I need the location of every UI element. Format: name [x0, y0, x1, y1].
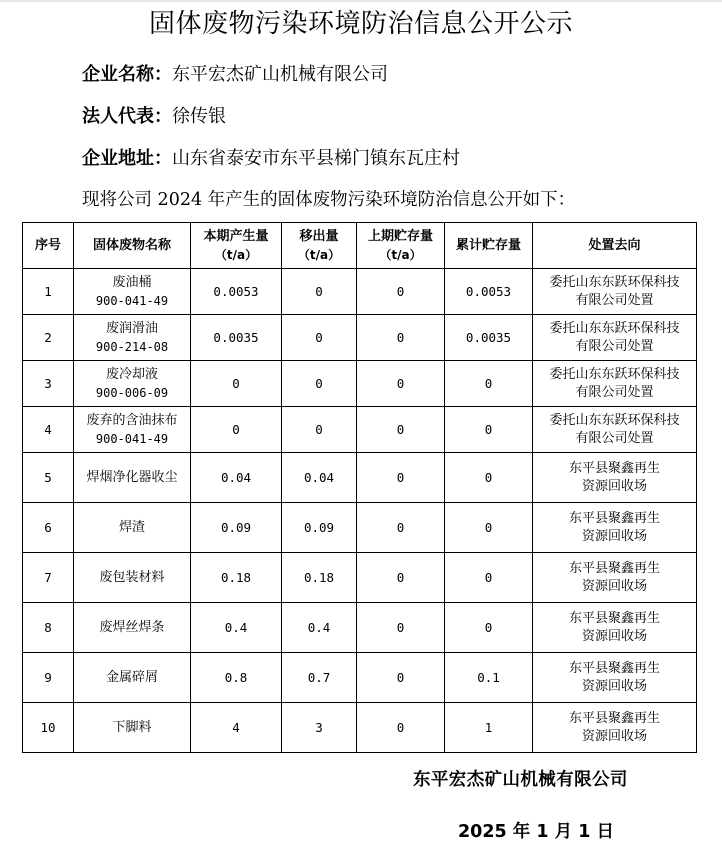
cell-waste-name: 废弃的含油抹布 900-041-49 — [74, 407, 191, 453]
cell-produced: 0 — [191, 361, 282, 407]
cell-moved: 0 — [282, 407, 357, 453]
cell-waste-name: 焊渣 — [74, 503, 191, 553]
cell-produced: 4 — [191, 703, 282, 753]
cell-prev-stored: 0 — [357, 361, 445, 407]
cell-waste-name: 金属碎屑 — [74, 653, 191, 703]
cell-moved: 0 — [282, 361, 357, 407]
cell-moved: 0.18 — [282, 553, 357, 603]
cell-disposal: 东平县聚鑫再生 资源回收场 — [533, 453, 697, 503]
company-name-line — [82, 63, 388, 87]
cell-total-stored: 0 — [445, 361, 533, 407]
cell-prev-stored: 0 — [357, 503, 445, 553]
solid-waste-table — [22, 222, 697, 753]
company-address-line — [82, 147, 460, 171]
table-row — [23, 503, 697, 553]
cell-no: 9 — [23, 653, 74, 703]
cell-prev-stored: 0 — [357, 603, 445, 653]
cell-produced: 0.0035 — [191, 315, 282, 361]
company-address-value: 山东省泰安市东平县梯门镇东瓦庄村 — [172, 148, 460, 169]
cell-produced: 0.8 — [191, 653, 282, 703]
header-total-stored: 累计贮存量 — [445, 223, 533, 269]
cell-no: 1 — [23, 269, 74, 315]
cell-disposal: 委托山东东跃环保科技 有限公司处置 — [533, 407, 697, 453]
cell-no: 2 — [23, 315, 74, 361]
cell-prev-stored: 0 — [357, 315, 445, 361]
company-name-label: 企业名称： — [82, 64, 172, 85]
company-address-label: 企业地址： — [82, 148, 172, 169]
cell-disposal: 东平县聚鑫再生 资源回收场 — [533, 703, 697, 753]
header-waste-name: 固体废物名称 — [74, 223, 191, 269]
cell-no: 3 — [23, 361, 74, 407]
cell-disposal: 东平县聚鑫再生 资源回收场 — [533, 553, 697, 603]
table-header-row — [23, 223, 697, 269]
cell-no: 5 — [23, 453, 74, 503]
table-row — [23, 361, 697, 407]
cell-moved: 0.4 — [282, 603, 357, 653]
cell-no: 6 — [23, 503, 74, 553]
cell-disposal: 委托山东东跃环保科技 有限公司处置 — [533, 269, 697, 315]
cell-total-stored: 0 — [445, 407, 533, 453]
cell-total-stored: 0 — [445, 553, 533, 603]
table-row — [23, 653, 697, 703]
cell-no: 8 — [23, 603, 74, 653]
signature-company: 东平宏杰矿山机械有限公司 — [413, 770, 628, 790]
table-row — [23, 453, 697, 503]
cell-moved: 0 — [282, 315, 357, 361]
cell-no: 7 — [23, 553, 74, 603]
intro-text: 现将公司 2024 年产生的固体废物污染环境防治信息公开如下： — [82, 190, 576, 210]
company-name-value: 东平宏杰矿山机械有限公司 — [172, 64, 388, 85]
cell-produced: 0 — [191, 407, 282, 453]
table-row — [23, 269, 697, 315]
table-row — [23, 603, 697, 653]
cell-total-stored: 0 — [445, 503, 533, 553]
header-produced: 本期产生量 （t/a） — [191, 223, 282, 269]
legal-representative-value: 徐传银 — [172, 106, 226, 127]
cell-disposal: 东平县聚鑫再生 资源回收场 — [533, 603, 697, 653]
cell-total-stored: 0.0053 — [445, 269, 533, 315]
cell-moved: 0 — [282, 269, 357, 315]
top-border-line — [0, 0, 722, 2]
cell-no: 4 — [23, 407, 74, 453]
cell-disposal: 东平县聚鑫再生 资源回收场 — [533, 503, 697, 553]
cell-moved: 3 — [282, 703, 357, 753]
cell-produced: 0.0053 — [191, 269, 282, 315]
cell-disposal: 东平县聚鑫再生 资源回收场 — [533, 653, 697, 703]
table-row — [23, 553, 697, 603]
cell-moved: 0.09 — [282, 503, 357, 553]
cell-prev-stored: 0 — [357, 407, 445, 453]
cell-waste-name: 废油桶 900-041-49 — [74, 269, 191, 315]
cell-produced: 0.4 — [191, 603, 282, 653]
signature-date: 2025 年 1 月 1 日 — [458, 822, 615, 842]
cell-disposal: 委托山东东跃环保科技 有限公司处置 — [533, 361, 697, 407]
cell-waste-name: 焊烟净化器收尘 — [74, 453, 191, 503]
cell-no: 10 — [23, 703, 74, 753]
cell-waste-name: 下脚料 — [74, 703, 191, 753]
cell-disposal: 委托山东东跃环保科技 有限公司处置 — [533, 315, 697, 361]
header-moved: 移出量 （t/a） — [282, 223, 357, 269]
cell-prev-stored: 0 — [357, 553, 445, 603]
cell-total-stored: 0 — [445, 453, 533, 503]
legal-representative-label: 法人代表： — [82, 106, 172, 127]
cell-prev-stored: 0 — [357, 653, 445, 703]
cell-waste-name: 废焊丝焊条 — [74, 603, 191, 653]
document-title: 固体废物污染环境防治信息公开公示 — [148, 9, 573, 39]
cell-waste-name: 废润滑油 900-214-08 — [74, 315, 191, 361]
header-prev-stored: 上期贮存量 （t/a） — [357, 223, 445, 269]
header-disposal: 处置去向 — [533, 223, 697, 269]
table-row — [23, 315, 697, 361]
cell-moved: 0.04 — [282, 453, 357, 503]
cell-prev-stored: 0 — [357, 453, 445, 503]
cell-waste-name: 废包装材料 — [74, 553, 191, 603]
cell-produced: 0.04 — [191, 453, 282, 503]
cell-produced: 0.09 — [191, 503, 282, 553]
cell-total-stored: 0.1 — [445, 653, 533, 703]
cell-waste-name: 废冷却液 900-006-09 — [74, 361, 191, 407]
table-row — [23, 407, 697, 453]
cell-moved: 0.7 — [282, 653, 357, 703]
table-row — [23, 703, 697, 753]
legal-representative-line — [82, 105, 226, 129]
cell-prev-stored: 0 — [357, 703, 445, 753]
cell-produced: 0.18 — [191, 553, 282, 603]
header-no: 序号 — [23, 223, 74, 269]
cell-total-stored: 0.0035 — [445, 315, 533, 361]
cell-total-stored: 0 — [445, 603, 533, 653]
cell-prev-stored: 0 — [357, 269, 445, 315]
cell-total-stored: 1 — [445, 703, 533, 753]
